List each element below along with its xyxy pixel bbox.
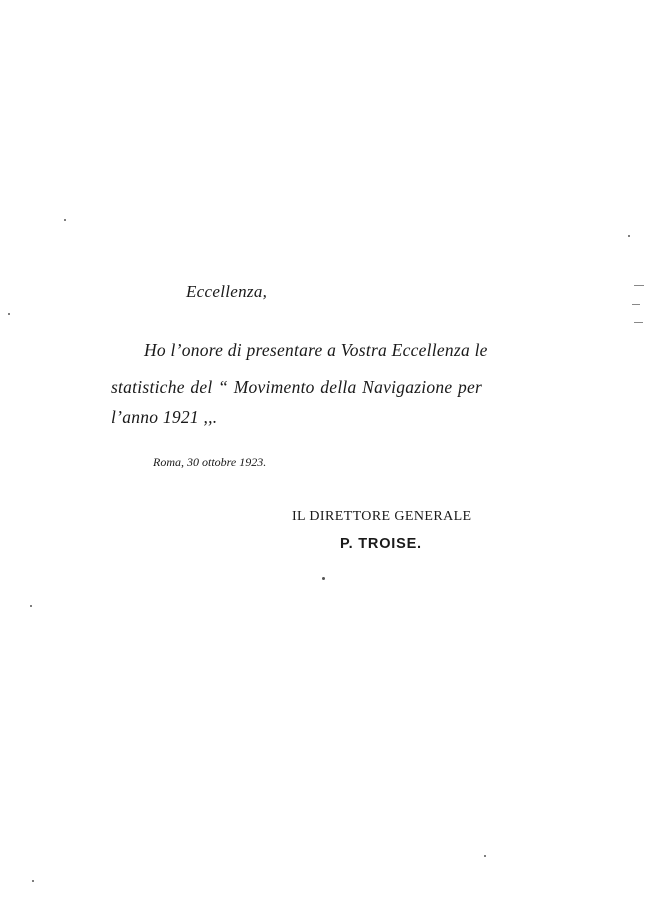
salutation: Eccellenza, (186, 282, 268, 301)
scan-edge-mark (632, 304, 640, 305)
scan-speck (32, 880, 34, 882)
signatory-name: P. TROISE. (340, 536, 422, 552)
letter-body-line-2: statistiche del “ Movimento della Navigazione per (111, 377, 483, 397)
signatory-title: IL DIRETTORE GENERALE (292, 509, 472, 524)
scan-speck (8, 313, 10, 315)
scan-speck (30, 605, 32, 607)
place-and-date: Roma, 30 ottobre 1923. (153, 455, 267, 469)
scan-speck (484, 855, 486, 857)
scan-speck (64, 219, 66, 221)
scan-edge-mark (634, 285, 644, 286)
scan-speck (322, 577, 325, 580)
letter-body-line-3: l’anno 1921 ,,. (111, 407, 218, 427)
scan-speck (628, 235, 630, 237)
letter-body-line-1: Ho l’onore di presentare a Vostra Eccellenza le (144, 340, 488, 360)
scan-edge-mark (634, 322, 643, 323)
